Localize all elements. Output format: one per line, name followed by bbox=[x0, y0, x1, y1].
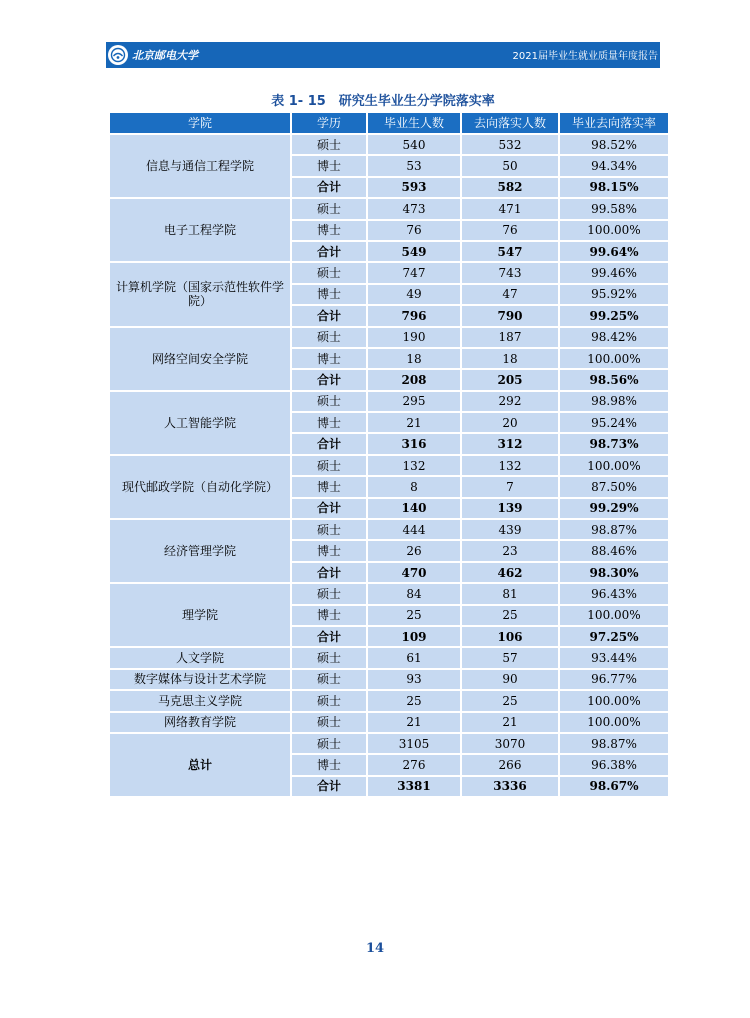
table-row bbox=[110, 691, 668, 710]
degree-cell: 硕士 bbox=[292, 520, 366, 539]
degree-cell: 博士 bbox=[292, 156, 366, 175]
placed-cell: 266 bbox=[462, 755, 558, 774]
degree-cell: 硕士 bbox=[292, 328, 366, 347]
degree-cell: 合计 bbox=[292, 627, 366, 646]
placed-cell: 50 bbox=[462, 156, 558, 175]
degree-cell: 合计 bbox=[292, 563, 366, 582]
graduates-cell: 747 bbox=[368, 263, 460, 282]
rate-cell: 100.00% bbox=[560, 606, 668, 625]
graduates-cell: 21 bbox=[368, 413, 460, 432]
placed-cell: 582 bbox=[462, 178, 558, 197]
rate-cell: 93.44% bbox=[560, 648, 668, 667]
university-logo bbox=[108, 44, 204, 66]
logo-text: 北京邮电大学 bbox=[132, 49, 198, 62]
degree-cell: 硕士 bbox=[292, 392, 366, 411]
rate-cell: 100.00% bbox=[560, 221, 668, 240]
graduates-cell: 25 bbox=[368, 691, 460, 710]
table-row bbox=[110, 670, 668, 689]
graduates-cell: 76 bbox=[368, 221, 460, 240]
placed-cell: 205 bbox=[462, 370, 558, 389]
rate-cell: 99.29% bbox=[560, 499, 668, 518]
column-header: 毕业生人数 bbox=[368, 113, 460, 133]
college-name: 经济管理学院 bbox=[110, 520, 290, 582]
table-row bbox=[110, 263, 668, 282]
placed-cell: 292 bbox=[462, 392, 558, 411]
degree-cell: 合计 bbox=[292, 434, 366, 453]
rate-cell: 95.24% bbox=[560, 413, 668, 432]
placed-cell: 462 bbox=[462, 563, 558, 582]
rate-cell: 96.77% bbox=[560, 670, 668, 689]
degree-cell: 硕士 bbox=[292, 135, 366, 154]
rate-cell: 100.00% bbox=[560, 713, 668, 732]
degree-cell: 硕士 bbox=[292, 199, 366, 218]
college-name: 计算机学院（国家示范性软件学院） bbox=[110, 263, 290, 325]
table-header-row bbox=[110, 113, 668, 133]
graduates-cell: 3381 bbox=[368, 777, 460, 796]
graduates-cell: 109 bbox=[368, 627, 460, 646]
rate-cell: 98.42% bbox=[560, 328, 668, 347]
rate-cell: 99.58% bbox=[560, 199, 668, 218]
rate-cell: 98.56% bbox=[560, 370, 668, 389]
grand-total-label: 总计 bbox=[110, 734, 290, 796]
graduates-cell: 18 bbox=[368, 349, 460, 368]
graduates-cell: 8 bbox=[368, 477, 460, 496]
rate-cell: 98.73% bbox=[560, 434, 668, 453]
logo-emblem-icon bbox=[108, 45, 128, 65]
college-name: 马克思主义学院 bbox=[110, 691, 290, 710]
graduates-cell: 53 bbox=[368, 156, 460, 175]
rate-cell: 96.43% bbox=[560, 584, 668, 603]
placed-cell: 439 bbox=[462, 520, 558, 539]
rate-cell: 96.38% bbox=[560, 755, 668, 774]
placed-cell: 25 bbox=[462, 606, 558, 625]
column-header: 去向落实人数 bbox=[462, 113, 558, 133]
placed-cell: 25 bbox=[462, 691, 558, 710]
rate-cell: 98.87% bbox=[560, 520, 668, 539]
degree-cell: 博士 bbox=[292, 221, 366, 240]
column-header: 毕业去向落实率 bbox=[560, 113, 668, 133]
placed-cell: 81 bbox=[462, 584, 558, 603]
rate-cell: 97.25% bbox=[560, 627, 668, 646]
rate-cell: 98.15% bbox=[560, 178, 668, 197]
graduates-cell: 26 bbox=[368, 541, 460, 560]
graduates-cell: 316 bbox=[368, 434, 460, 453]
college-name: 数字媒体与设计艺术学院 bbox=[110, 670, 290, 689]
table-row bbox=[110, 199, 668, 218]
graduates-cell: 593 bbox=[368, 178, 460, 197]
degree-cell: 合计 bbox=[292, 242, 366, 261]
degree-cell: 博士 bbox=[292, 477, 366, 496]
college-name: 现代邮政学院（自动化学院） bbox=[110, 456, 290, 518]
rate-cell: 98.30% bbox=[560, 563, 668, 582]
degree-cell: 合计 bbox=[292, 306, 366, 325]
graduates-cell: 84 bbox=[368, 584, 460, 603]
rate-cell: 98.67% bbox=[560, 777, 668, 796]
table-row bbox=[110, 734, 668, 753]
table-row bbox=[110, 392, 668, 411]
table-row bbox=[110, 584, 668, 603]
college-name: 网络教育学院 bbox=[110, 713, 290, 732]
table-body bbox=[110, 135, 668, 796]
degree-cell: 硕士 bbox=[292, 713, 366, 732]
graduates-cell: 276 bbox=[368, 755, 460, 774]
degree-cell: 硕士 bbox=[292, 648, 366, 667]
college-name: 人文学院 bbox=[110, 648, 290, 667]
college-name: 信息与通信工程学院 bbox=[110, 135, 290, 197]
rate-cell: 100.00% bbox=[560, 456, 668, 475]
degree-cell: 博士 bbox=[292, 413, 366, 432]
graduates-cell: 208 bbox=[368, 370, 460, 389]
table-row bbox=[110, 456, 668, 475]
column-header: 学历 bbox=[292, 113, 366, 133]
placed-cell: 20 bbox=[462, 413, 558, 432]
rate-cell: 98.52% bbox=[560, 135, 668, 154]
degree-cell: 合计 bbox=[292, 499, 366, 518]
placed-cell: 471 bbox=[462, 199, 558, 218]
degree-cell: 硕士 bbox=[292, 584, 366, 603]
placed-cell: 57 bbox=[462, 648, 558, 667]
table-row bbox=[110, 520, 668, 539]
table-row bbox=[110, 648, 668, 667]
placed-cell: 21 bbox=[462, 713, 558, 732]
degree-cell: 硕士 bbox=[292, 456, 366, 475]
graduates-cell: 25 bbox=[368, 606, 460, 625]
report-title: 2021届毕业生就业质量年度报告 bbox=[512, 51, 658, 62]
rate-cell: 98.87% bbox=[560, 734, 668, 753]
placed-cell: 18 bbox=[462, 349, 558, 368]
graduates-cell: 540 bbox=[368, 135, 460, 154]
college-name: 人工智能学院 bbox=[110, 392, 290, 454]
graduates-cell: 49 bbox=[368, 285, 460, 304]
degree-cell: 博士 bbox=[292, 755, 366, 774]
placed-cell: 47 bbox=[462, 285, 558, 304]
rate-cell: 88.46% bbox=[560, 541, 668, 560]
rate-cell: 98.98% bbox=[560, 392, 668, 411]
placed-cell: 23 bbox=[462, 541, 558, 560]
degree-cell: 博士 bbox=[292, 541, 366, 560]
placed-cell: 743 bbox=[462, 263, 558, 282]
table-row bbox=[110, 328, 668, 347]
placed-cell: 790 bbox=[462, 306, 558, 325]
rate-cell: 87.50% bbox=[560, 477, 668, 496]
graduates-cell: 473 bbox=[368, 199, 460, 218]
degree-cell: 硕士 bbox=[292, 670, 366, 689]
rate-cell: 100.00% bbox=[560, 349, 668, 368]
degree-cell: 硕士 bbox=[292, 734, 366, 753]
rate-cell: 99.46% bbox=[560, 263, 668, 282]
graduates-cell: 549 bbox=[368, 242, 460, 261]
graduates-cell: 140 bbox=[368, 499, 460, 518]
placed-cell: 312 bbox=[462, 434, 558, 453]
rate-cell: 100.00% bbox=[560, 691, 668, 710]
table-caption: 表 1- 15 研究生毕业生分学院落实率 bbox=[271, 94, 495, 109]
placed-cell: 139 bbox=[462, 499, 558, 518]
graduates-cell: 132 bbox=[368, 456, 460, 475]
placed-cell: 76 bbox=[462, 221, 558, 240]
graduates-cell: 93 bbox=[368, 670, 460, 689]
rate-cell: 99.64% bbox=[560, 242, 668, 261]
placed-cell: 132 bbox=[462, 456, 558, 475]
placed-cell: 3070 bbox=[462, 734, 558, 753]
rate-cell: 94.34% bbox=[560, 156, 668, 175]
placed-cell: 106 bbox=[462, 627, 558, 646]
degree-cell: 博士 bbox=[292, 349, 366, 368]
placement-rate-table bbox=[108, 111, 670, 798]
graduates-cell: 444 bbox=[368, 520, 460, 539]
column-header: 学院 bbox=[110, 113, 290, 133]
graduates-cell: 796 bbox=[368, 306, 460, 325]
degree-cell: 硕士 bbox=[292, 691, 366, 710]
degree-cell: 博士 bbox=[292, 285, 366, 304]
degree-cell: 博士 bbox=[292, 606, 366, 625]
page-number: 14 bbox=[365, 941, 385, 956]
college-name: 电子工程学院 bbox=[110, 199, 290, 261]
table-row bbox=[110, 135, 668, 154]
graduates-cell: 3105 bbox=[368, 734, 460, 753]
placed-cell: 3336 bbox=[462, 777, 558, 796]
rate-cell: 99.25% bbox=[560, 306, 668, 325]
graduates-cell: 190 bbox=[368, 328, 460, 347]
degree-cell: 硕士 bbox=[292, 263, 366, 282]
placed-cell: 187 bbox=[462, 328, 558, 347]
placed-cell: 547 bbox=[462, 242, 558, 261]
graduates-cell: 295 bbox=[368, 392, 460, 411]
placed-cell: 7 bbox=[462, 477, 558, 496]
graduates-cell: 21 bbox=[368, 713, 460, 732]
graduates-cell: 470 bbox=[368, 563, 460, 582]
table-row bbox=[110, 713, 668, 732]
college-name: 网络空间安全学院 bbox=[110, 328, 290, 390]
placed-cell: 90 bbox=[462, 670, 558, 689]
college-name: 理学院 bbox=[110, 584, 290, 646]
graduates-cell: 61 bbox=[368, 648, 460, 667]
rate-cell: 95.92% bbox=[560, 285, 668, 304]
degree-cell: 合计 bbox=[292, 777, 366, 796]
degree-cell: 合计 bbox=[292, 178, 366, 197]
degree-cell: 合计 bbox=[292, 370, 366, 389]
placed-cell: 532 bbox=[462, 135, 558, 154]
